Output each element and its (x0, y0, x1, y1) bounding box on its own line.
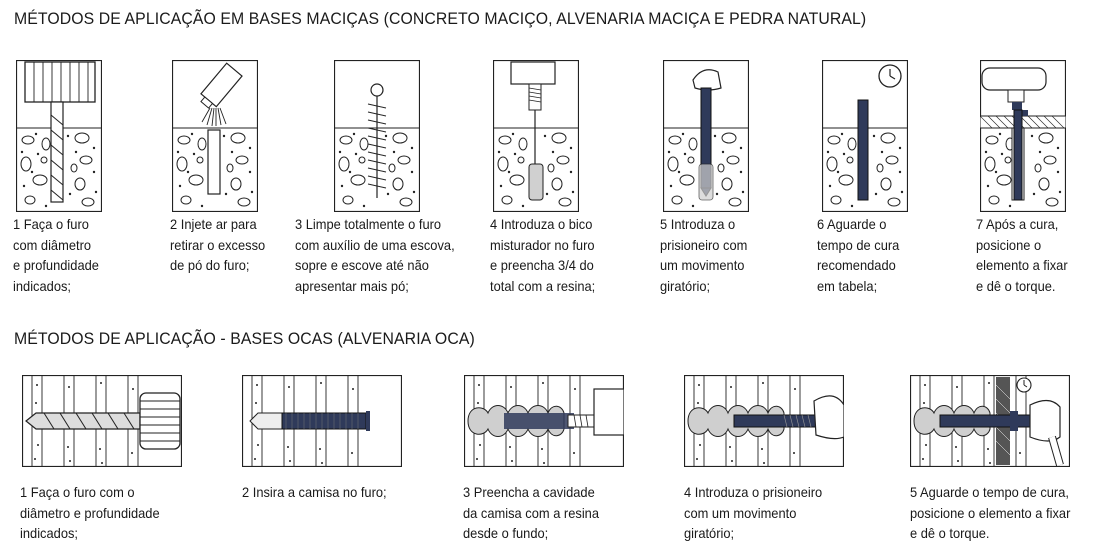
solid-step-2-caption: 2 Injete ar para retirar o excesso de pó do furo; (170, 216, 266, 273)
solid-step-3 (334, 60, 420, 212)
wrench-icon (980, 60, 1066, 212)
threaded-rod-icon (663, 60, 749, 212)
mixer-nozzle-icon (493, 60, 579, 212)
solid-step-4 (493, 60, 579, 212)
clock-icon (822, 60, 908, 212)
solid-section-title: MÉTODOS DE APLICAÇÃO EM BASES MACIÇAS (CONCRETO MACIÇO, ALVENARIA MACIÇA E PEDRA NATURAL) (14, 9, 867, 28)
resin-fill-icon (464, 375, 624, 467)
solid-step-5 (663, 60, 749, 212)
mesh-sleeve-icon (242, 375, 402, 467)
hollow-step-2 (242, 375, 402, 467)
brush-icon (334, 60, 420, 212)
solid-step-7 (980, 60, 1066, 212)
drill-icon (16, 60, 102, 212)
hollow-step-5 (910, 375, 1070, 467)
hollow-step-2-caption: 2 Insira a camisa no furo; (242, 484, 387, 500)
solid-step-3-caption: 3 Limpe totalmente o furo com auxílio de uma escova, sopre e escove até não apresentar mais pó; (295, 216, 455, 294)
hollow-step-5-caption: 5 Aguarde o tempo de cura, posicione o elemento a fixar e dê o torque. (910, 484, 1071, 541)
drill-icon (22, 375, 182, 467)
hollow-section-title: MÉTODOS DE APLICAÇÃO - BASES OCAS (ALVENARIA OCA) (14, 329, 475, 348)
hollow-step-1-caption: 1 Faça o furo com o diâmetro e profundidade indicados; (20, 484, 160, 541)
hollow-step-3-caption: 3 Preencha a cavidade da camisa com a resina desde o fundo; (463, 484, 600, 541)
solid-step-1 (16, 60, 102, 212)
solid-step-6 (822, 60, 908, 212)
hollow-step-4 (684, 375, 844, 467)
clock-wrench-icon (910, 375, 1070, 467)
hollow-step-1 (22, 375, 182, 467)
hollow-step-4-caption: 4 Introduza o prisioneiro com um movimento giratório; (684, 484, 823, 541)
hollow-step-3 (464, 375, 624, 467)
solid-step-4-caption: 4 Introduza o bico misturador no furo e preencha 3/4 do total com a resina; (490, 216, 596, 294)
solid-step-7-caption: 7 Após a cura, posicione o elemento a fixar e dê o torque. (976, 216, 1068, 294)
air-blower-icon (172, 60, 258, 212)
solid-step-5-caption: 5 Introduza o prisioneiro com um movimento giratório; (660, 216, 748, 294)
threaded-rod-icon (684, 375, 844, 467)
solid-step-1-caption: 1 Faça o furo com diâmetro e profundidade indicados; (13, 216, 99, 294)
solid-step-6-caption: 6 Aguarde o tempo de cura recomendado em tabela; (817, 216, 900, 294)
solid-step-2 (172, 60, 258, 212)
